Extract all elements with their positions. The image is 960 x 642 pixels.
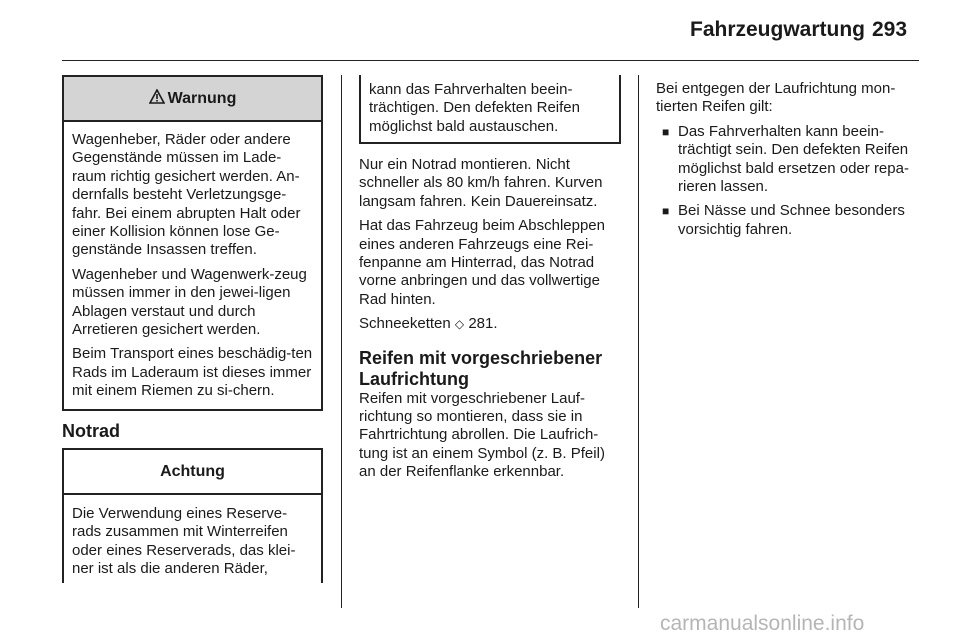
notrad-paragraph: Nur ein Notrad montieren. Nicht schneller als 80 km/h fahren. Kurven langsam fahren. Kein Dauereinsatz. [359,156,603,210]
caution-text: Die Verwendung eines Reserve-rads zusammen mit Winterreifen oder eines Reserverads, das klei-ner ist als die anderen Räder, [72,505,296,578]
page-number: 293 [872,18,908,41]
bullet-icon: ■ [662,124,670,139]
right-column [656,80,922,239]
list-item: ■ Bei Nässe und Schnee besonders vorsichtig fahren. [662,202,905,238]
list-item: ■ Das Fahrverhalten kann beein-trächtigt sein. Den defekten Reifen möglichst bald ersetzen oder repa-rieren lassen. [662,123,922,203]
bullet-icon: ■ [662,204,670,219]
warning-paragraph: Wagenheber und Wagenwerk-zeug müssen immer in den jewei-ligen Ablagen verstaut und durch Arretieren gesichert werden. [72,265,307,339]
towing-paragraph: Hat das Fahrzeug beim Abschleppen eines anderen Fahrzeugs eine Rei-fenpanne am Hinterrad, das Notrad vorne anbringen und das vollwertige Rad hinten. [359,217,605,308]
snow-chains-reference [359,315,625,333]
page-section-title: Fahrzeugwartung [690,18,866,41]
subheading-tire-direction: Reifen mit vorgeschriebener Laufrichtung [359,347,603,389]
caution-box [62,448,323,583]
page-reference-icon: ◇ [454,317,465,332]
caution-header [64,450,321,495]
snow-chains-label: Schneeketten [359,315,451,333]
warning-title: Warnung [167,89,237,107]
header-divider [62,60,919,61]
warning-box [62,75,323,411]
warning-paragraph: Wagenheber, Räder oder andere Gegenstände müssen im Lade-raum richtig gesichert werden. An-dernfalls besteht Verletzungsge-fahr. Bei einem abrupten Halt oder einer Kollision können lose Ge-genstände Insassen treffen. [72,131,301,259]
warning-triangle-icon [149,89,165,109]
caution-title: Achtung [160,462,225,480]
column-divider-left [341,75,342,608]
snow-chains-page: 281. [468,315,498,333]
watermark: carmanualsonline.info [660,612,865,635]
caution-continued-text: kann das Fahrverhalten beein-trächtigen. Den defekten Reifen möglichst bald austauschen. [369,81,580,135]
reverse-mounted-intro: Bei entgegen der Laufrichtung mon-tierten Reifen gilt: [656,80,896,116]
warning-header [64,77,321,122]
middle-column [359,156,625,488]
column-divider-right [638,75,639,608]
section-heading-notrad: Notrad [62,421,120,441]
warning-paragraph: Beim Transport eines beschädig-ten Rads im Laderaum ist dieses immer mit einem Riemen zu si-chern. [72,345,313,400]
caution-continuation-box [359,75,621,144]
tire-direction-paragraph: Reifen mit vorgeschriebener Lauf-richtung so montieren, dass sie in Fahrtrichtung abrollen. Die Laufrich-tung ist an einem Symbol (z. B. Pfeil) an der Reifenflanke erkennbar. [359,389,605,481]
